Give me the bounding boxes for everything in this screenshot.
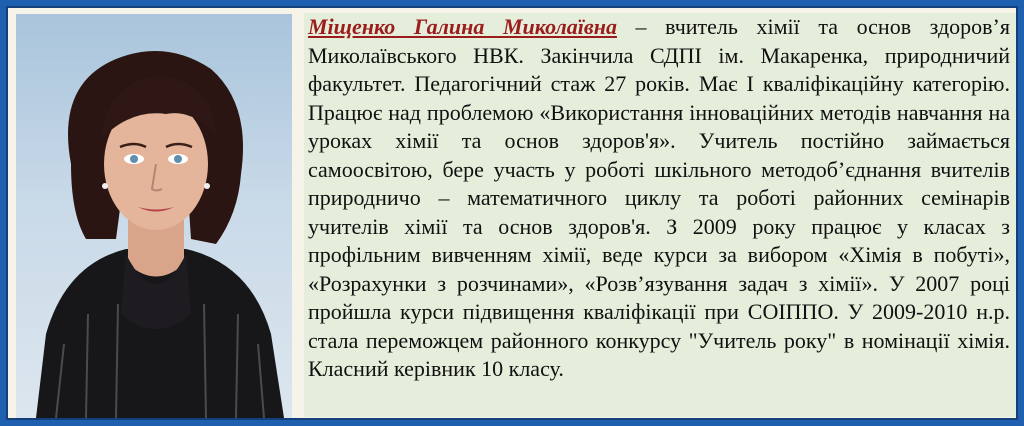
biography-body: – вчитель хімії та основ здоров’я Миколаївського НВК. Закінчила СДПІ ім. Макаренка, природничий факультет. Педагогічний стаж 27 років. Має І кваліфікаційну категорію. Працює над проблемою «Використання інноваційних методів навчання на уроках хімії та основ здоров'я». Учитель постійно займається самоосвітою, бере участь у роботі шкільного методоб’єднання вчителів природничо – математичного циклу та роботі районних семінарів учителів хімії та основ здоров'я. З 2009 року працює у класах з профільним вивченням хімії, веде курси за вибором «Хімія в побуті», «Розрахунки з розчинами», «Розв’язування задач з хімії». У 2007 році пройшла курси підвищення кваліфікації при СОІППО. У 2009-2010 н.р. стала переможцем районного конкурсу "Учитель року" в номінації хімія. Класний керівник 10 класу. xyxy=(308,14,1010,381)
content-panel xyxy=(6,6,1018,420)
biography-text xyxy=(304,13,1016,417)
person-name-link[interactable]: Міщенко Галина Миколаївна xyxy=(308,14,617,39)
portrait-photo xyxy=(16,14,292,418)
portrait-illustration xyxy=(16,14,292,418)
